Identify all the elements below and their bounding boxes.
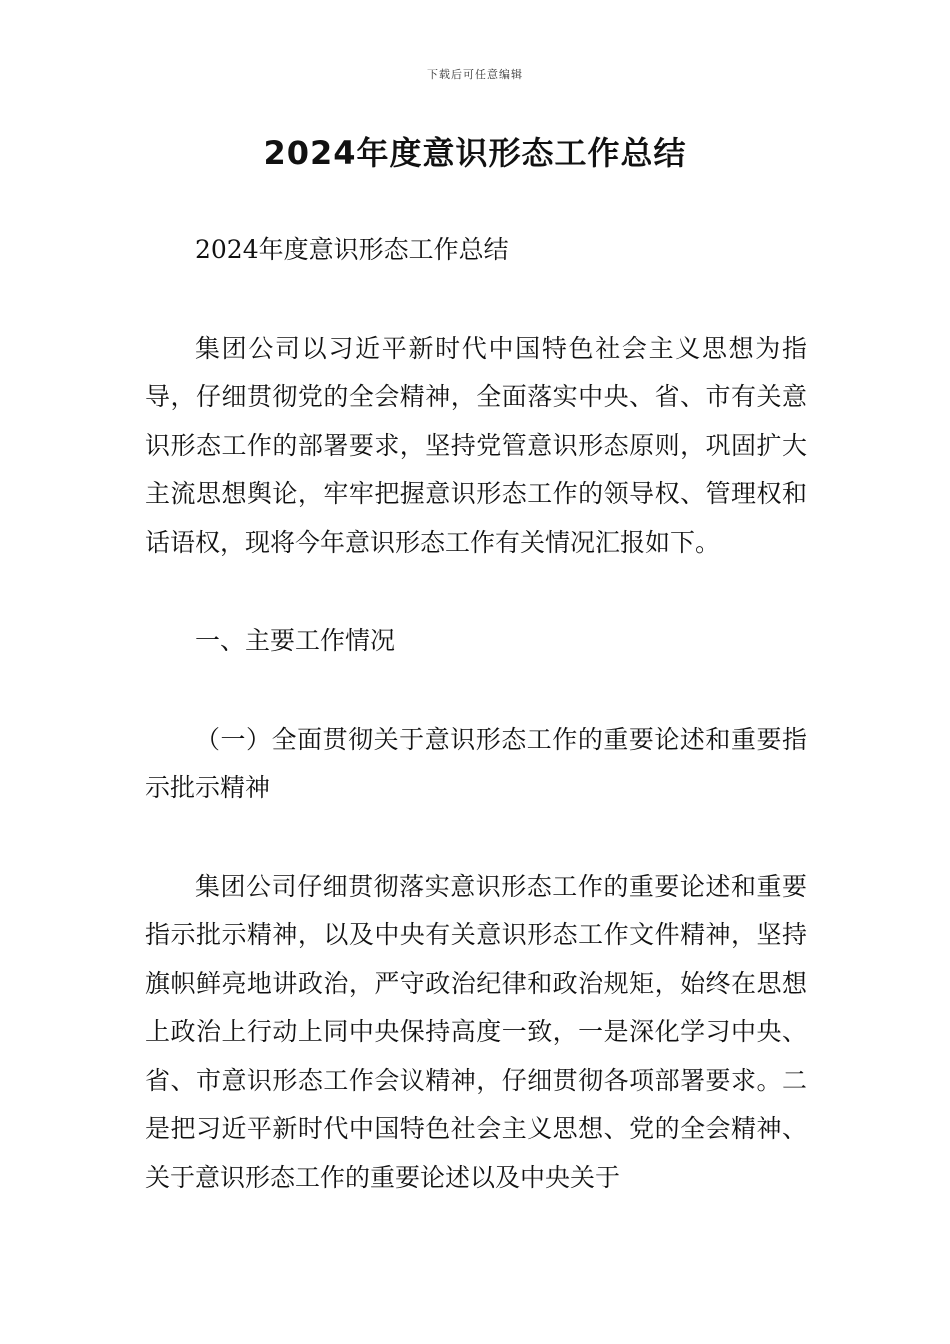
intro-paragraph: 集团公司以习近平新时代中国特色社会主义思想为指导，仔细贯彻党的全会精神，全面落实中央、省、市有关意识形态工作的部署要求，坚持党管意识形态原则，巩固扩大主流思想舆论，牢牢把握意识形态工作的领导权、管理权和话语权，现将今年意识形态工作有关情况汇报如下。 — [145, 333, 807, 557]
section-heading: 一、主要工作情况 — [195, 626, 396, 655]
body-paragraph: 集团公司仔细贯彻落实意识形态工作的重要论述和重要指示批示精神，以及中央有关意识形态工作文件精神，坚持旗帜鲜亮地讲政治，严守政治纪律和政治规矩，始终在思想上政治上行动上同中央保持高度一致，一是深化学习中央、省、市意识形态工作会议精神，仔细贯彻各项部署要求。二是把习近平新时代中国特色社会主义思想、党的全会精神、关于意识形态工作的重要论述以及中央关于 — [145, 871, 807, 1192]
subtitle-paragraph: 2024年度意识形态工作总结 — [195, 235, 509, 264]
subsection-heading: （一）全面贯彻关于意识形态工作的重要论述和重要指示批示精神 — [145, 724, 807, 802]
header-note: 下载后可任意编辑 — [427, 68, 523, 81]
document-title: 2024年度意识形态工作总结 — [263, 134, 687, 172]
document-body — [145, 226, 807, 1202]
